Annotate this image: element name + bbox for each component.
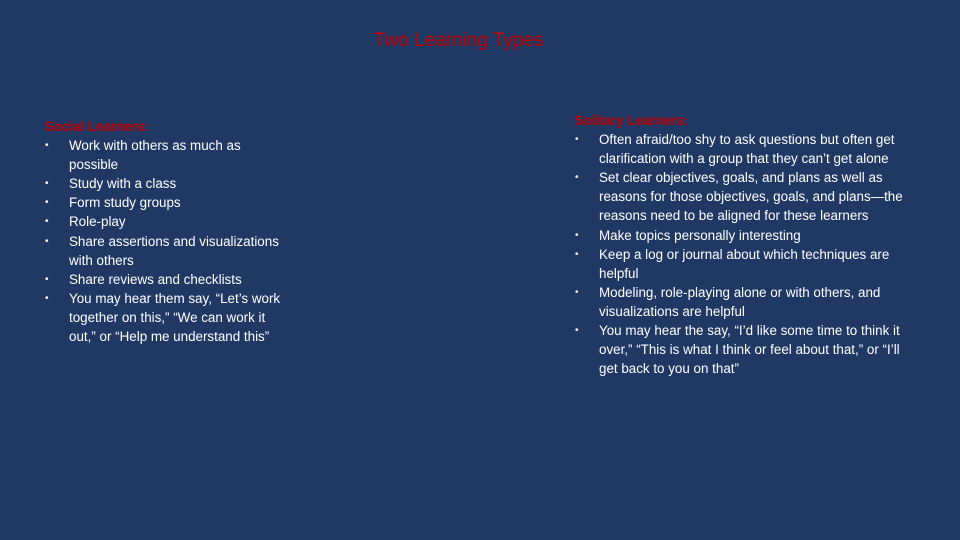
social-learners-column <box>45 117 290 346</box>
slide-title: Two Learning Types <box>374 30 544 51</box>
list-item <box>45 174 290 193</box>
list-item-text: Keep a log or journal about which techniques are helpful <box>599 246 890 281</box>
bullet-icon: • <box>45 273 49 285</box>
list-item-text: Share assertions and visualizations with others <box>69 233 279 268</box>
bullet-icon: • <box>45 292 49 304</box>
bullet-icon: • <box>575 229 579 241</box>
list-item-text: Role-play <box>69 214 126 230</box>
bullet-icon: • <box>575 286 579 298</box>
list-item <box>575 226 920 245</box>
list-item <box>45 289 290 346</box>
list-item-text: Set clear objectives, goals, and plans as well as reasons for those objectives, goals, and plans—the reasons need to be aligned for these learners <box>599 170 903 224</box>
list-item <box>45 212 290 231</box>
solitary-learners-heading: Solitary Learners: <box>575 113 689 128</box>
bullet-icon: • <box>45 178 49 190</box>
bullet-icon: • <box>45 140 49 152</box>
list-item <box>575 168 920 225</box>
list-item <box>575 321 920 378</box>
list-item-text: Make topics personally interesting <box>599 227 801 243</box>
list-item-text: You may hear the say, “I’d like some time to think it over,” “This is what I think or feel about that,” or “I’ll get back to you on that” <box>599 323 900 377</box>
bullet-icon: • <box>45 216 49 228</box>
social-learners-list <box>45 136 290 346</box>
list-item <box>575 245 920 283</box>
list-item <box>45 232 290 270</box>
list-item <box>575 283 920 321</box>
bullet-icon: • <box>45 235 49 247</box>
list-item-text: Share reviews and checklists <box>69 271 242 287</box>
social-learners-heading: Social Learners: <box>45 119 150 134</box>
bullet-icon: • <box>575 248 579 260</box>
list-item <box>575 130 920 168</box>
list-item-text: Often afraid/too shy to ask questions but often get clarification with a group that they can’t get alone <box>599 132 895 167</box>
list-item-text: Work with others as much as possible <box>69 138 241 173</box>
list-item-text: Study with a class <box>69 176 177 192</box>
list-item-text: Form study groups <box>69 195 181 211</box>
list-item-text: You may hear them say, “Let’s work together on this,” “We can work it out,” or “Help me understand this” <box>69 290 281 345</box>
bullet-icon: • <box>575 172 579 184</box>
list-item <box>45 136 290 174</box>
list-item <box>45 193 290 212</box>
bullet-icon: • <box>575 325 579 337</box>
bullet-icon: • <box>575 134 579 146</box>
solitary-learners-column <box>575 111 920 378</box>
bullet-icon: • <box>45 197 49 209</box>
list-item-text: Modeling, role-playing alone or with others, and visualizations are helpful <box>599 284 881 319</box>
solitary-learners-list <box>575 130 920 378</box>
list-item <box>45 270 290 289</box>
